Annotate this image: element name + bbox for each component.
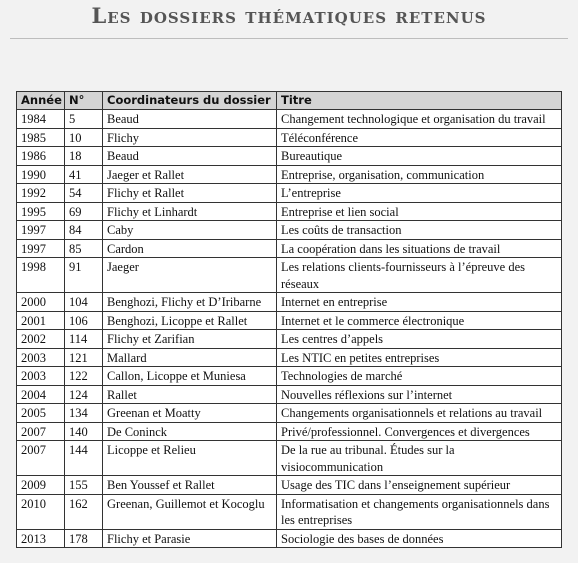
cell-titre: De la rue au tribunal. Études sur la visiocommunication [277, 441, 562, 476]
table-row [17, 147, 562, 166]
cell-coordinateurs: Flichy [103, 128, 277, 147]
cell-coordinateurs: Flichy et Zarifian [103, 330, 277, 349]
table-header [17, 92, 562, 110]
table-row [17, 330, 562, 349]
cell-titre: L’entreprise [277, 184, 562, 203]
cell-titre: Nouvelles réflexions sur l’internet [277, 385, 562, 404]
cell-numero: 91 [65, 258, 103, 293]
cell-coordinateurs: Beaud [103, 147, 277, 166]
cell-numero: 155 [65, 476, 103, 495]
cell-annee: 1986 [17, 147, 65, 166]
cell-coordinateurs: Jaeger et Rallet [103, 165, 277, 184]
table-row [17, 348, 562, 367]
cell-numero: 5 [65, 110, 103, 129]
cell-numero: 124 [65, 385, 103, 404]
cell-coordinateurs: Flichy et Rallet [103, 184, 277, 203]
title-divider [10, 38, 568, 39]
cell-annee: 2004 [17, 385, 65, 404]
header-titre: Titre [277, 92, 562, 110]
cell-coordinateurs: Benghozi, Flichy et D’Iribarne [103, 293, 277, 312]
cell-annee: 1985 [17, 128, 65, 147]
table-row [17, 385, 562, 404]
table-row [17, 258, 562, 293]
cell-titre: Internet en entreprise [277, 293, 562, 312]
cell-numero: 134 [65, 404, 103, 423]
cell-numero: 41 [65, 165, 103, 184]
cell-coordinateurs: Ben Youssef et Rallet [103, 476, 277, 495]
table-row [17, 202, 562, 221]
cell-numero: 10 [65, 128, 103, 147]
cell-titre: Bureautique [277, 147, 562, 166]
cell-coordinateurs: Licoppe et Relieu [103, 441, 277, 476]
dossiers-table [16, 91, 562, 548]
table-row [17, 184, 562, 203]
cell-annee: 2003 [17, 348, 65, 367]
cell-coordinateurs: Beaud [103, 110, 277, 129]
cell-titre: Entreprise, organisation, communication [277, 165, 562, 184]
table-row [17, 239, 562, 258]
cell-annee: 1984 [17, 110, 65, 129]
cell-titre: Changement technologique et organisation du travail [277, 110, 562, 129]
table-row [17, 494, 562, 529]
table-row [17, 476, 562, 495]
cell-numero: 162 [65, 494, 103, 529]
cell-numero: 106 [65, 311, 103, 330]
cell-titre: Les relations clients-fournisseurs à l’épreuve des réseaux [277, 258, 562, 293]
table-row [17, 293, 562, 312]
cell-annee: 2000 [17, 293, 65, 312]
cell-numero: 114 [65, 330, 103, 349]
cell-coordinateurs: Benghozi, Licoppe et Rallet [103, 311, 277, 330]
cell-titre: Informatisation et changements organisationnels dans les entreprises [277, 494, 562, 529]
cell-annee: 1998 [17, 258, 65, 293]
table-row [17, 404, 562, 423]
header-annee: Année [17, 92, 65, 110]
cell-annee: 1997 [17, 239, 65, 258]
cell-coordinateurs: Flichy et Parasie [103, 529, 277, 548]
cell-titre: Technologies de marché [277, 367, 562, 386]
cell-annee: 2005 [17, 404, 65, 423]
cell-titre: Changements organisationnels et relations au travail [277, 404, 562, 423]
table-body [17, 110, 562, 548]
cell-titre: Usage des TIC dans l’enseignement supérieur [277, 476, 562, 495]
cell-coordinateurs: De Coninck [103, 422, 277, 441]
table-row [17, 221, 562, 240]
cell-numero: 84 [65, 221, 103, 240]
cell-coordinateurs: Rallet [103, 385, 277, 404]
cell-coordinateurs: Caby [103, 221, 277, 240]
cell-annee: 2003 [17, 367, 65, 386]
cell-titre: Internet et le commerce électronique [277, 311, 562, 330]
cell-numero: 85 [65, 239, 103, 258]
cell-numero: 18 [65, 147, 103, 166]
table-header-row [17, 92, 562, 110]
cell-titre: La coopération dans les situations de travail [277, 239, 562, 258]
cell-titre: Entreprise et lien social [277, 202, 562, 221]
cell-titre: Les coûts de transaction [277, 221, 562, 240]
cell-coordinateurs: Flichy et Linhardt [103, 202, 277, 221]
table-row [17, 367, 562, 386]
cell-coordinateurs: Greenan et Moatty [103, 404, 277, 423]
cell-numero: 122 [65, 367, 103, 386]
cell-titre: Privé/professionnel. Convergences et divergences [277, 422, 562, 441]
cell-annee: 2007 [17, 422, 65, 441]
table-row [17, 441, 562, 476]
cell-numero: 104 [65, 293, 103, 312]
cell-numero: 140 [65, 422, 103, 441]
cell-coordinateurs: Mallard [103, 348, 277, 367]
header-coordinateurs: Coordinateurs du dossier [103, 92, 277, 110]
cell-annee: 2010 [17, 494, 65, 529]
cell-annee: 2009 [17, 476, 65, 495]
cell-titre: Sociologie des bases de données [277, 529, 562, 548]
header-numero: N° [65, 92, 103, 110]
cell-titre: Les NTIC en petites entreprises [277, 348, 562, 367]
cell-numero: 144 [65, 441, 103, 476]
cell-numero: 178 [65, 529, 103, 548]
table-row [17, 422, 562, 441]
cell-numero: 69 [65, 202, 103, 221]
cell-coordinateurs: Cardon [103, 239, 277, 258]
table-row [17, 529, 562, 548]
cell-numero: 54 [65, 184, 103, 203]
cell-annee: 1995 [17, 202, 65, 221]
cell-annee: 1992 [17, 184, 65, 203]
cell-annee: 1990 [17, 165, 65, 184]
table-row [17, 165, 562, 184]
cell-annee: 2007 [17, 441, 65, 476]
cell-annee: 2002 [17, 330, 65, 349]
cell-coordinateurs: Jaeger [103, 258, 277, 293]
cell-numero: 121 [65, 348, 103, 367]
cell-annee: 1997 [17, 221, 65, 240]
cell-annee: 2001 [17, 311, 65, 330]
page-title: Les dossiers thématiques retenus [91, 3, 487, 28]
table-row [17, 110, 562, 129]
cell-coordinateurs: Callon, Licoppe et Muniesa [103, 367, 277, 386]
cell-annee: 2013 [17, 529, 65, 548]
cell-coordinateurs: Greenan, Guillemot et Kocoglu [103, 494, 277, 529]
cell-titre: Téléconférence [277, 128, 562, 147]
table-row [17, 311, 562, 330]
table-row [17, 128, 562, 147]
cell-titre: Les centres d’appels [277, 330, 562, 349]
